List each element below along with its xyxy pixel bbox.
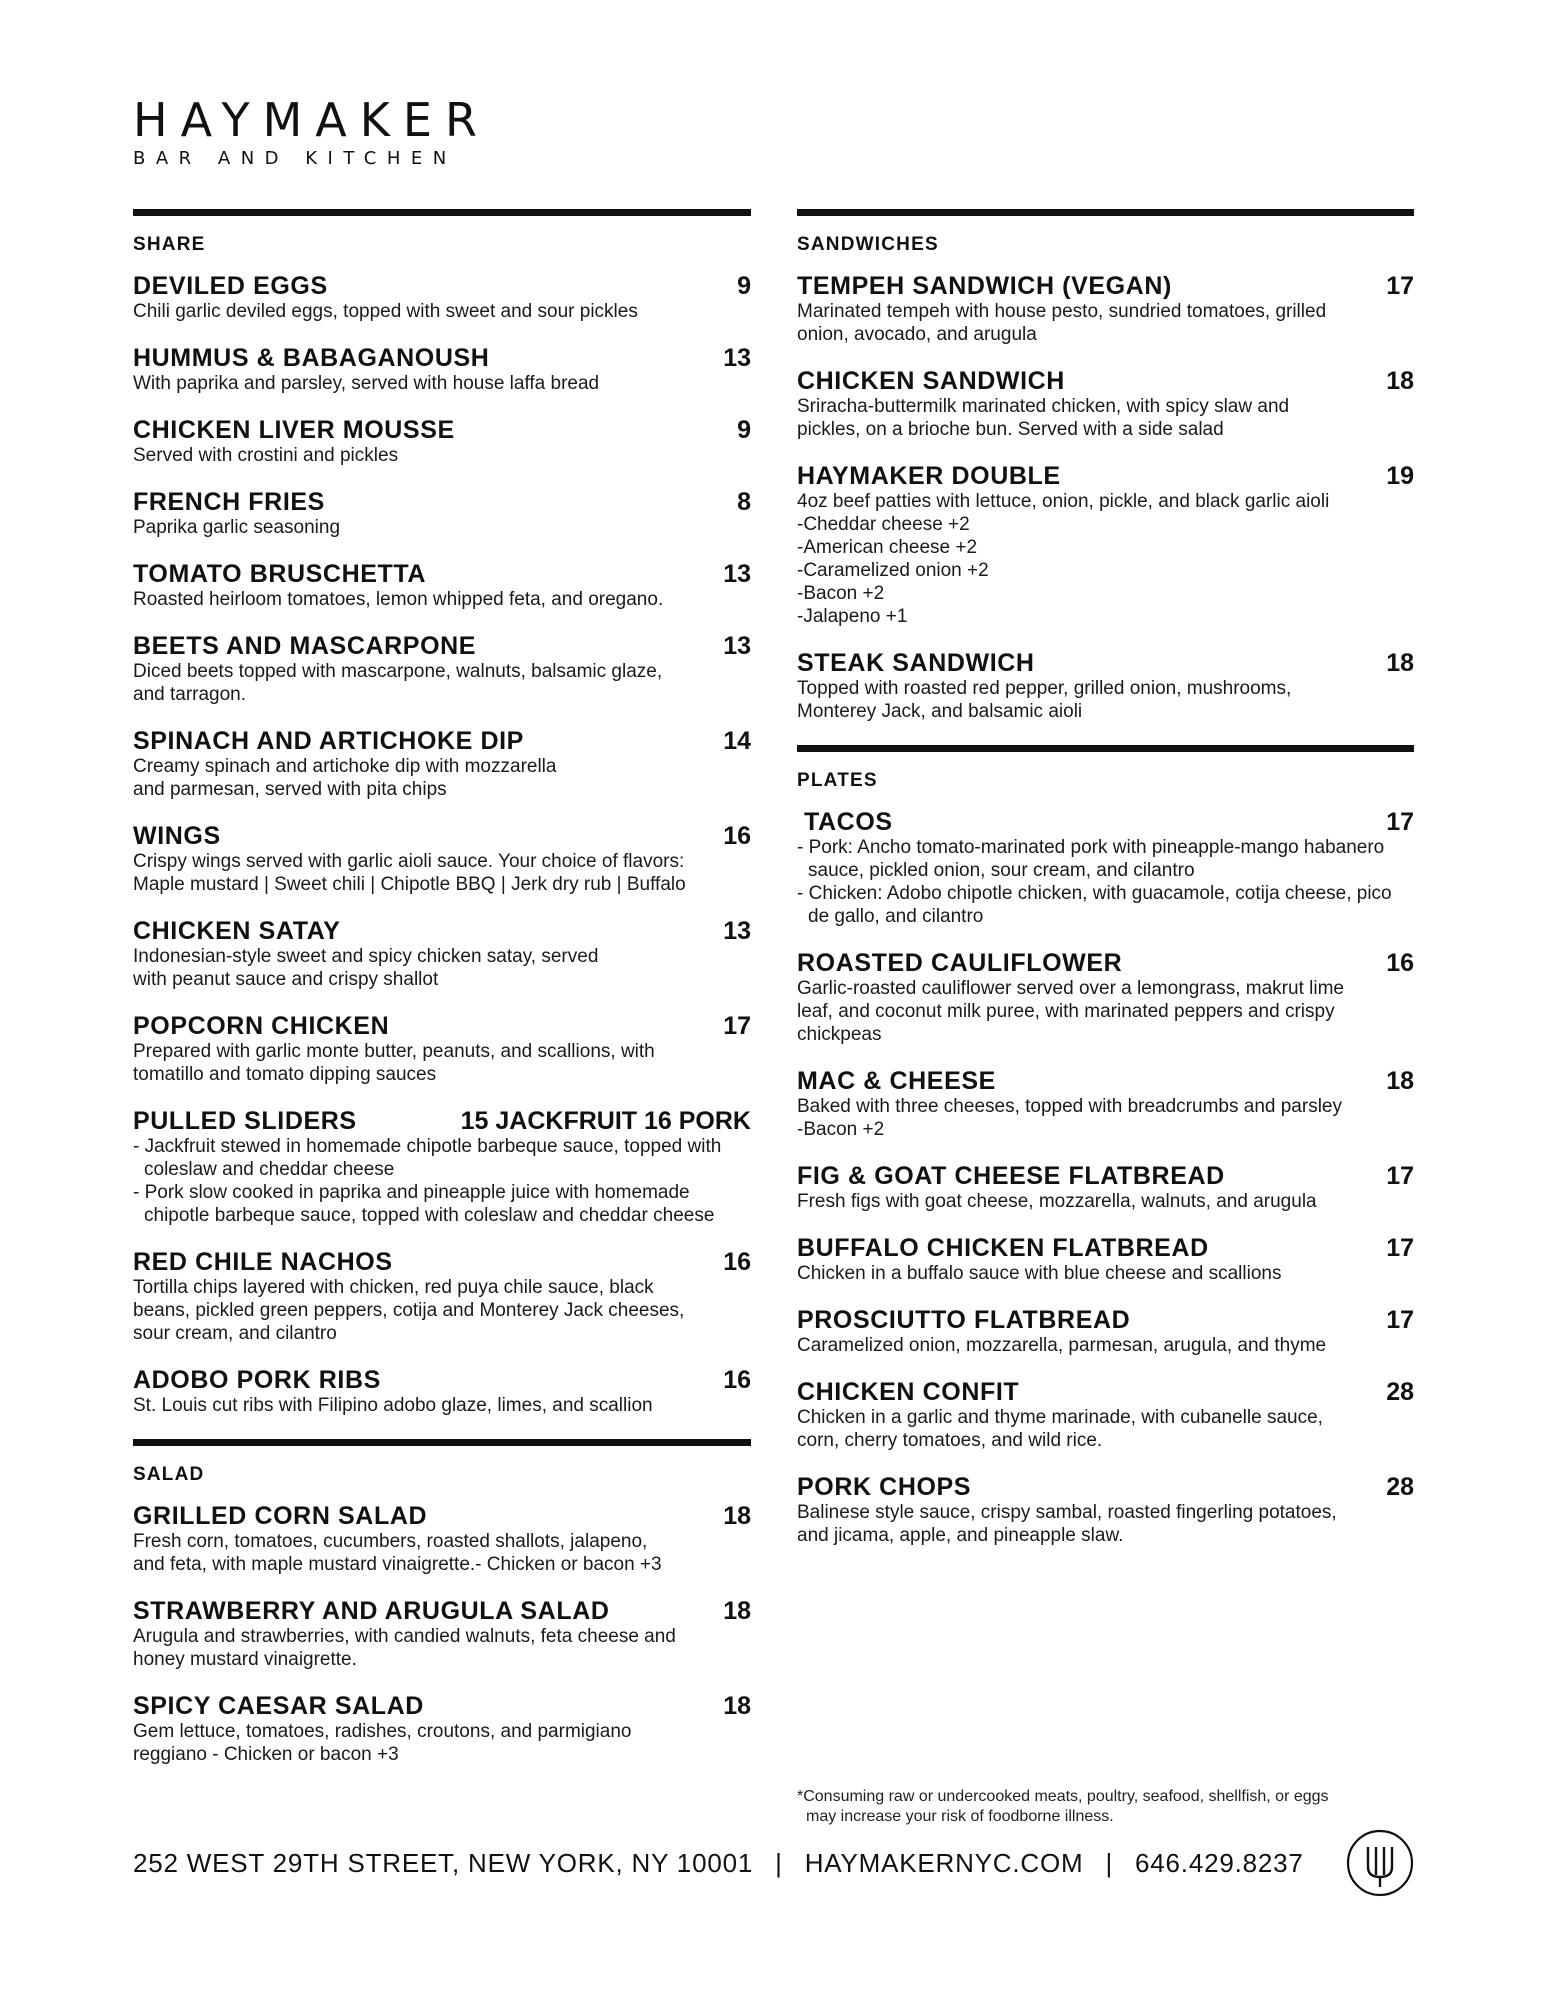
item-name: PULLED SLIDERS [133,1107,357,1135]
menu-item-roasted-cauliflower [797,950,1414,1046]
item-description-line: Prepared with garlic monte butter, peanuts, and scallions, with [133,1041,655,1062]
item-description-line: onion, avocado, and arugula [797,324,1037,345]
item-description [133,1530,751,1576]
item-description-line: Balinese style sauce, crispy sambal, roasted fingerling potatoes, [797,1502,1337,1523]
item-name: GRILLED CORN SALAD [133,1502,428,1530]
share-item-list [133,273,751,1086]
item-description-line: Diced beets topped with mascarpone, walnuts, balsamic glaze, [133,661,663,682]
item-description-line: -American cheese +2 [797,537,978,558]
item-price: 19 [1386,462,1414,490]
item-description [797,1501,1414,1547]
item-description-line: Maple mustard | Sweet chili | Chipotle BBQ | Jerk dry rub | Buffalo [133,874,686,895]
item-description-line: Creamy spinach and artichoke dip with mozzarella [133,756,557,777]
item-option: - Chicken: Adobo chipotle chicken, with guacamole, cotija cheese, pico de gallo, and cilantro [797,883,1392,927]
item-description-line: Gem lettuce, tomatoes, radishes, croutons, and parmigiano [133,1721,632,1742]
menu-item-beets-and-mascarpone [133,633,751,706]
item-description-line: pickles, on a brioche bun. Served with a side salad [797,419,1224,440]
item-description-line: -Bacon +2 [797,583,885,604]
item-name: HAYMAKER DOUBLE [797,462,1061,490]
item-name: PORK CHOPS [797,1473,972,1501]
item-description [797,1262,1414,1285]
share-item-list-continued [133,1249,751,1417]
item-name: MAC & CHEESE [797,1067,996,1095]
section-title-sandwiches: SANDWICHES [797,234,939,255]
item-price: 9 [737,272,751,300]
share-section [133,209,751,1417]
plate-item-list [797,950,1414,1547]
item-description [133,444,751,467]
item-description-line: Caramelized onion, mozzarella, parmesan, arugula, and thyme [797,1335,1327,1356]
sandwich-item-list [797,273,1414,723]
haymaker-fork-emblem-icon [1346,1829,1414,1897]
item-description-line: Tortilla chips layered with chicken, red puya chile sauce, black [133,1277,654,1298]
item-description [133,372,751,395]
menu-item-tomato-bruschetta [133,561,751,611]
item-description [133,516,751,539]
item-description-line: Marinated tempeh with house pesto, sundried tomatoes, grilled [797,301,1327,322]
footer-contact [133,1848,1304,1879]
item-description-line: reggiano - Chicken or bacon +3 [133,1744,399,1765]
item-description-line: corn, cherry tomatoes, and wild rice. [797,1430,1103,1451]
footer-phone: 646.429.8237 [1135,1848,1304,1878]
section-title-plates: PLATES [797,770,878,791]
plates-section [797,745,1414,1547]
menu-item-chicken-satay [133,918,751,991]
item-name: HUMMUS & BABAGANOUSH [133,344,490,372]
item-description-line: sour cream, and cilantro [133,1323,337,1344]
item-description-line: beans, pickled green peppers, cotija and Monterey Jack cheeses, [133,1300,685,1321]
item-description [133,300,751,323]
item-name: RED CHILE NACHOS [133,1248,393,1276]
item-description [797,1406,1414,1452]
footer-separator: | [1105,1848,1114,1878]
item-name: BUFFALO CHICKEN FLATBREAD [797,1234,1209,1262]
item-name: CHICKEN SATAY [133,917,341,945]
item-description-line: Chicken in a garlic and thyme marinade, with cubanelle sauce, [797,1407,1323,1428]
menu-item-steak-sandwich [797,650,1414,723]
item-description [133,850,751,896]
item-description-line: Arugula and strawberries, with candied walnuts, feta cheese and [133,1626,676,1647]
item-price: 15 JACKFRUIT 16 PORK [460,1107,751,1135]
item-price: 16 [723,822,751,850]
disclaimer-line: *Consuming raw or undercooked meats, poultry, seafood, shellfish, or eggs [797,1788,1329,1805]
item-price: 28 [1386,1473,1414,1501]
item-description-line: Paprika garlic seasoning [133,517,341,538]
menu-item-spinach-and-artichoke-dip [133,728,751,801]
item-description-line: honey mustard vinaigrette. [133,1649,357,1670]
item-description-line: with peanut sauce and crispy shallot [133,969,439,990]
footer-website: HAYMAKERNYC.COM [804,1848,1084,1878]
menu-item-grilled-corn-salad [133,1503,751,1576]
left-column [133,209,751,1788]
item-price: 9 [737,416,751,444]
item-description [133,1135,751,1227]
item-description [133,1625,751,1671]
item-description-line: -Cheddar cheese +2 [797,514,970,535]
item-price: 16 [723,1366,751,1394]
disclaimer-line: may increase your risk of foodborne illness. [806,1808,1114,1825]
item-description-line: Served with crostini and pickles [133,445,399,466]
item-name: PROSCIUTTO FLATBREAD [797,1306,1131,1334]
item-description-line: 4oz beef patties with lettuce, onion, pickle, and black garlic aioli [797,491,1330,512]
item-description [797,977,1414,1046]
item-description [797,677,1414,723]
item-description-line: leaf, and coconut milk puree, with marinated peppers and crispy [797,1001,1335,1022]
item-description [133,1040,751,1086]
item-description [797,490,1414,628]
item-name: DEVILED EGGS [133,272,328,300]
menu-item-pulled-sliders [133,1108,751,1227]
item-price: 13 [723,344,751,372]
item-description [133,1720,751,1766]
item-name: ROASTED CAULIFLOWER [797,949,1123,977]
menu-item-deviled-eggs [133,273,751,323]
menu-item-haymaker-double [797,463,1414,628]
item-description-line: and tarragon. [133,684,247,705]
item-price: 16 [1386,949,1414,977]
menu-item-chicken-sandwich [797,368,1414,441]
item-price: 18 [723,1692,751,1720]
item-name: FIG & GOAT CHEESE FLATBREAD [797,1162,1225,1190]
item-description [133,588,751,611]
item-price: 18 [1386,1067,1414,1095]
item-price: 17 [1386,1162,1414,1190]
item-description [133,945,751,991]
item-name: TOMATO BRUSCHETTA [133,560,427,588]
item-description-line: -Jalapeno +1 [797,606,908,627]
item-price: 13 [723,632,751,660]
item-price: 18 [723,1597,751,1625]
item-description-line: Chicken in a buffalo sauce with blue cheese and scallions [797,1263,1282,1284]
item-name: SPINACH AND ARTICHOKE DIP [133,727,524,755]
brand-name: HAYMAKER [133,93,490,147]
menu-item-strawberry-and-arugula-salad [133,1598,751,1671]
item-description-line: and feta, with maple mustard vinaigrette.- Chicken or bacon +3 [133,1554,662,1575]
item-description-line: -Caramelized onion +2 [797,560,989,581]
item-name: FRENCH FRIES [133,488,325,516]
item-name: SPICY CAESAR SALAD [133,1692,424,1720]
item-description [133,755,751,801]
menu-item-fig-goat-cheese-flatbread [797,1163,1414,1213]
item-description-line: Crispy wings served with garlic aioli sauce. Your choice of flavors: [133,851,685,872]
item-description-line: Roasted heirloom tomatoes, lemon whipped feta, and oregano. [133,589,664,610]
menu-item-wings [133,823,751,896]
salad-section [133,1439,751,1766]
menu-item-red-chile-nachos [133,1249,751,1345]
item-name: BEETS AND MASCARPONE [133,632,477,660]
item-option: - Jackfruit stewed in homemade chipotle barbeque sauce, topped with coleslaw and cheddar cheese [133,1136,722,1180]
right-column [797,209,1414,1569]
item-description-line: With paprika and parsley, served with house laffa bread [133,373,600,394]
menu-item-spicy-caesar-salad [133,1693,751,1766]
item-name: STRAWBERRY AND ARUGULA SALAD [133,1597,610,1625]
item-description [133,1394,751,1417]
item-price: 28 [1386,1378,1414,1406]
item-name: STEAK SANDWICH [797,649,1035,677]
item-description-line: St. Louis cut ribs with Filipino adobo glaze, limes, and scallion [133,1395,653,1416]
menu-item-buffalo-chicken-flatbread [797,1235,1414,1285]
item-price: 17 [723,1012,751,1040]
item-description-line: and parmesan, served with pita chips [133,779,447,800]
item-description-line: Baked with three cheeses, topped with breadcrumbs and parsley [797,1096,1342,1117]
brand-logo [133,93,490,169]
item-price: 18 [723,1502,751,1530]
menu-item-hummus-babaganoush [133,345,751,395]
food-safety-disclaimer [797,1787,1397,1827]
menu-item-prosciutto-flatbread [797,1307,1414,1357]
item-price: 14 [723,727,751,755]
item-price: 8 [737,488,751,516]
menu-item-chicken-confit [797,1379,1414,1452]
item-option: - Pork: Ancho tomato-marinated pork with pineapple-mango habanero sauce, pickled onion, sour cream, and cilantro [797,837,1385,881]
footer-address: 252 WEST 29TH STREET, NEW YORK, NY 10001 [133,1848,754,1878]
item-description-line: Fresh corn, tomatoes, cucumbers, roasted shallots, jalapeno, [133,1531,648,1552]
menu-item-mac-cheese [797,1068,1414,1141]
item-description-line: tomatillo and tomato dipping sauces [133,1064,437,1085]
menu-item-tempeh-sandwich-vegan [797,273,1414,346]
item-description [797,1334,1414,1357]
item-description [797,1190,1414,1213]
salad-item-list [133,1503,751,1766]
menu-item-tacos [797,809,1414,928]
item-name: CHICKEN SANDWICH [797,367,1065,395]
item-name: TACOS [804,808,893,836]
item-description [797,395,1414,441]
item-price: 18 [1386,649,1414,677]
item-description-line: and jicama, apple, and pineapple slaw. [797,1525,1124,1546]
item-description [133,660,751,706]
item-description [797,1095,1414,1141]
item-description-line: Indonesian-style sweet and spicy chicken satay, served [133,946,599,967]
item-description-line: Topped with roasted red pepper, grilled onion, mushrooms, [797,678,1292,699]
menu-item-chicken-liver-mousse [133,417,751,467]
item-option: - Pork slow cooked in paprika and pineapple juice with homemade chipotle barbeque sauce, topped with coleslaw and cheddar cheese [133,1182,715,1226]
item-name: CHICKEN LIVER MOUSSE [133,416,455,444]
item-name: TEMPEH SANDWICH (VEGAN) [797,272,1172,300]
item-description [797,300,1414,346]
item-price: 13 [723,560,751,588]
footer-separator: | [775,1848,783,1878]
item-name: ADOBO PORK RIBS [133,1366,381,1394]
item-description [797,836,1414,928]
menu-item-adobo-pork-ribs [133,1367,751,1417]
sandwiches-section [797,209,1414,723]
item-description-line: Chili garlic deviled eggs, topped with sweet and sour pickles [133,301,638,322]
item-name: POPCORN CHICKEN [133,1012,390,1040]
item-price: 17 [1386,272,1414,300]
menu-item-popcorn-chicken [133,1013,751,1086]
item-price: 17 [1386,1234,1414,1262]
item-price: 18 [1386,367,1414,395]
item-name: CHICKEN CONFIT [797,1378,1020,1406]
item-description-line: Fresh figs with goat cheese, mozzarella, walnuts, and arugula [797,1191,1317,1212]
section-title-salad: SALAD [133,1464,205,1485]
item-description-line: chickpeas [797,1024,882,1045]
section-title-share: SHARE [133,234,206,255]
item-description-line: -Bacon +2 [797,1119,885,1140]
item-price: 13 [723,917,751,945]
item-description-line: Sriracha-buttermilk marinated chicken, with spicy slaw and [797,396,1290,417]
item-description-line: Garlic-roasted cauliflower served over a lemongrass, makrut lime [797,978,1344,999]
item-price: 17 [1386,808,1414,836]
item-price: 17 [1386,1306,1414,1334]
item-description [133,1276,751,1345]
item-price: 16 [723,1248,751,1276]
menu-item-pork-chops [797,1474,1414,1547]
item-description-line: Monterey Jack, and balsamic aioli [797,701,1083,722]
menu-item-french-fries [133,489,751,539]
item-name: WINGS [133,822,221,850]
brand-tagline: BAR AND KITCHEN [133,148,457,169]
